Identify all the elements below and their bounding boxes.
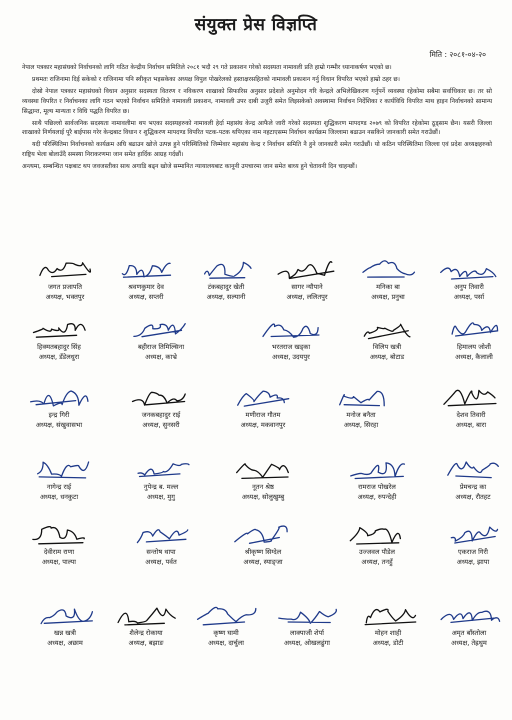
signature-scribble <box>24 521 94 547</box>
document-title: संयुक्त प्रेस विज्ञप्ति <box>194 15 318 35</box>
signatory <box>118 456 204 502</box>
signatory-name: नागेन्द्र राई <box>46 483 72 491</box>
signatory-name: अमृत बाँस्तोला <box>451 629 487 637</box>
signature-scribble <box>126 521 196 547</box>
signature-scribble <box>342 456 412 482</box>
signatory <box>248 316 334 362</box>
signatory-position: अध्यक्ष, सप्तरी <box>128 293 164 301</box>
signatory-name: खन्न खत्री <box>54 629 76 637</box>
signature-scribble <box>24 316 94 342</box>
signatory-name: सागर न्यौपाने <box>291 283 323 291</box>
signatory-name: नुपेन्द्र ब. मल्ल <box>143 483 179 491</box>
signatory-position: अध्यक्ष, धनकुटा <box>39 493 79 501</box>
signatory-position: अध्यक्ष, संखुवासभा <box>35 421 83 429</box>
signature-scribble <box>191 256 261 282</box>
signatory <box>334 521 420 567</box>
signatory-position: अध्यक्ष, सुनसरी <box>142 421 180 429</box>
signatory-name: विलिप खत्री <box>372 343 402 351</box>
signature-scribble <box>438 521 508 547</box>
signature-scribble <box>434 256 504 282</box>
signatory <box>426 602 512 648</box>
signatory-name: श्रीकृष्ण सिग्देल <box>244 548 282 556</box>
signatory <box>430 521 512 567</box>
signatory-position: अध्यक्ष, डँडेलधुरा <box>38 353 80 361</box>
signatory-name: लाक्पाजी शेर्पा <box>290 629 324 637</box>
signatory <box>430 456 512 502</box>
signatory-position: अध्यक्ष, डोटी <box>372 639 404 647</box>
signatory-position: अध्यक्ष, ओखलढुंगा <box>283 639 330 647</box>
signatory-name: अनुप तिवारी <box>454 283 484 291</box>
signatory-position: अध्यक्ष, मकवानपुर <box>240 421 286 429</box>
signatory-position: अध्यक्ष, रौतहट <box>455 493 491 501</box>
signatory-position: अध्यक्ष, भक्तपुर <box>45 293 85 301</box>
document-date: मिति : २०८१-०४-२० <box>429 50 486 59</box>
signatory-name: हिमालय जोशी <box>456 343 492 351</box>
signatory-position: अध्यक्ष, प्रनुचा <box>371 293 405 301</box>
paragraph-second-point: दोस्रो नेपाल पत्रकार महासंघको विधान अनुसार सदस्यता वितरण र नविकरण शाखाको सिफारिस अनुसार प्रदेशले अनुमोदन गरि केन्द्रले अभिलेखिकरण गर्नुपर्ने व्यवस्था रहेकोमा सबैमा सर्वाधिकार छ। तर सो व्यवस्था विपरित र निर्वाचनका लागि गठन भएको निर्वाचन समितिले नामावली प्रकाशन, नामावली उपर दाबी उजुरी समेत लिइसकेको अवस्थामा निर्वाचन निर्देशिका र कार्यविधि विपरित माथ हाइन निर्वाचनको सामान्य सिद्धान्त, मूल्य मान्यता र विधि पद्धति विपरित छ। <box>22 87 492 115</box>
signatory <box>344 316 430 362</box>
signature-scribble <box>353 256 423 282</box>
signatory <box>428 384 512 430</box>
signatory-name: मनिका बा <box>376 283 400 291</box>
signatory <box>220 456 306 502</box>
paragraph-intro: नेपाल पत्रकार महासंघको निर्वाचनको लागि गठित केन्द्रीय निर्वाचन समितिले २०८१ भदौ २९ गते प्रकाशन गरेको सदस्यता नामावली प्रति हाम्रो गम्भीर ध्यानाकर्षण भएको छ। <box>22 64 392 71</box>
signatory-position: अध्यक्ष, उदयपुर <box>272 353 310 361</box>
signature-scribble <box>24 384 94 410</box>
signatory <box>22 602 108 648</box>
signatory-position: अध्यक्ष, मुगु <box>147 493 175 501</box>
signature-scribble <box>352 316 422 342</box>
signatory <box>118 384 204 430</box>
signatory-name: भरतराज खड्का <box>271 343 311 351</box>
signatory-name: मनोज बनैता <box>346 411 376 419</box>
signatory-position: अध्यक्ष, झापा <box>456 558 490 566</box>
signatory-name: देवीराम राणा <box>43 548 75 556</box>
signatory <box>16 521 102 567</box>
signatory <box>103 602 189 648</box>
signatory <box>334 456 420 502</box>
signatory-name: सन्तोष थापा <box>146 548 176 556</box>
signatory-name: मोहन शाही <box>374 629 402 637</box>
signatory <box>264 256 350 302</box>
signature-scribble <box>228 456 298 482</box>
paragraph-closing: अन्त्यमा, सम्बन्धित पक्षबाट थप जवजस्तीका साथ अगाडि बढ्न खोजे सम्मानित न्यायालयबाट कानूनी उपचारमा जान समेत बाध्य हुने चेतावनी दिन चाहन्छौं। <box>22 163 358 171</box>
signature-scribble <box>256 316 326 342</box>
signatory-position: अध्यक्ष, तनहुँ <box>361 558 393 566</box>
signatory <box>183 602 269 648</box>
signatory <box>220 384 306 430</box>
signatory-name: जगत प्रजापति <box>47 283 83 291</box>
signatory-name: देशव तिवारी <box>456 411 486 419</box>
signatory-position: अध्यक्ष, दार्चुला <box>208 639 244 647</box>
signatory <box>118 316 204 362</box>
signatory-name: एकराज गिरी <box>458 548 488 556</box>
signatory <box>426 256 512 302</box>
signatory <box>345 602 431 648</box>
signatory-name: प्रेमचन्द्र का <box>459 483 487 491</box>
signatory-position: अध्यक्ष, ललितपुर <box>286 293 328 301</box>
signature-scribble <box>272 256 342 282</box>
signature-scribble <box>353 602 423 628</box>
signatory-position: अध्यक्ष, बझाङ <box>128 639 164 647</box>
signature-scribble <box>191 602 261 628</box>
signature-scribble <box>342 521 412 547</box>
signatory <box>318 384 404 430</box>
signatory-position: अध्यक्ष, तेह्रथुम <box>451 639 487 647</box>
signatory-position: अध्यक्ष, बारा <box>455 421 487 429</box>
signatory <box>118 521 204 567</box>
signatory <box>345 256 431 302</box>
signatory-name: मणीराज गौतम <box>245 411 281 419</box>
signatory-position: अध्यक्ष, रुपन्देही <box>357 493 397 501</box>
signature-scribble <box>272 602 342 628</box>
signatory-position: अध्यक्ष, अछाम <box>47 639 83 647</box>
signatory-position: अध्यक्ष, सल्यानी <box>206 293 246 301</box>
signatory-name: जनकबहादुर राई <box>141 411 181 419</box>
signatory-position: अध्यक्ष, सिरहा <box>343 421 379 429</box>
signatory-name: श्रवणकुमार देव <box>128 283 164 291</box>
signature-scribble <box>30 256 100 282</box>
signatory <box>16 316 102 362</box>
signature-scribble <box>111 256 181 282</box>
signatory-name: नूतन श्रेष्ठ <box>252 483 274 491</box>
signature-scribble <box>434 602 504 628</box>
paragraph-fourth-point: यदी परिस्थितिमा निर्वाचनको कार्यक्रम अघि बढाउन खोजे उत्पन्न हुने परिस्थितिको जिम्मेवार महासंघ केन्द्र र निर्वाचन समिति नै हुने जानकारी समेत गराउँछौं। यो कठिन परिस्थितिमा जिल्ला एवं प्रदेश अध्यक्षहरुको राष्ट्रिय भेला बोलाउँदै समस्या निराकरणमा जान समेत हार्दिक आग्रह गर्दछौं। <box>22 141 492 159</box>
signatory-name: हिक्मतबहादुर सिंह <box>37 343 81 351</box>
signatory-name: बहीराज तिमिल्सिना <box>137 343 185 351</box>
signatory-position: अध्यक्ष, पाल्पा <box>42 558 76 566</box>
signatory <box>220 521 306 567</box>
signatory-position: अध्यक्ष, पर्वत <box>145 558 177 566</box>
signatory-name: उज्जवल पौडेल <box>359 548 395 556</box>
signatory-name: कृष्ण घामी <box>213 629 239 637</box>
signature-scribble <box>326 384 396 410</box>
signatory-name: रामराज पोखरेल <box>358 483 396 491</box>
signatory-name: शैलेन्द्र रोकाया <box>129 629 163 637</box>
signatory-position: अध्यक्ष, काभ्रे <box>145 353 177 361</box>
signatory-position: अध्यक्ष, स्याङ्जा <box>243 558 283 566</box>
signatory <box>103 256 189 302</box>
signatory <box>264 602 350 648</box>
signature-scribble <box>436 384 506 410</box>
signature-scribble <box>439 316 509 342</box>
signatory <box>16 456 102 502</box>
paragraph-third-point: साथै पछिल्लो सार्वजनिक सदस्यता नामावलीमा थप भएका सदस्यहरुको नामावली हेर्दा महासंघ केन्द्र आफैले जारी गरेको सदस्यता शुद्धिकरण मापदण्ड २०७९ को विपरित रहेकोमा ठूड्साम छैन। यसरी जिल्ला शाखाको निर्णयलाई पूरै बाईपास गरेर केन्द्रबाट विधान र शुद्धिकरण मापदण्ड विपरित पटक-पटक थपिएका नाम नहटाएसम्म निर्वाचन कार्यक्रम जिल्लामा बढाउन नसकिने जानकारी समेत गराउँछौं। <box>22 119 492 137</box>
signature-scribble <box>126 456 196 482</box>
signatory-position: अध्यक्ष, कैलाली <box>455 353 493 361</box>
signature-scribble <box>438 456 508 482</box>
signatory <box>16 384 102 430</box>
signatory-name: टंकबहादुर खेती <box>207 283 245 291</box>
signatory-position: अध्यक्ष, सोलुखुम्बु <box>241 493 285 501</box>
signatory <box>431 316 512 362</box>
paragraph-first-point: प्रथमतः राजिनामा दिई सकेको र राजिनामा पनि स्वीकृत भइसकेका अध्यक्ष विपुल पोखरेलको हस्ताक्षरसहितको नामावली प्रकाशन गर्नु विधान विपरित भएको हाम्रो ठहर छ। <box>32 75 400 83</box>
signature-scribble <box>126 384 196 410</box>
signatory <box>183 256 269 302</box>
signatory-name: इन्द्र गिरी <box>48 411 70 419</box>
signature-scribble <box>111 602 181 628</box>
signature-scribble <box>126 316 196 342</box>
signatory-position: अध्यक्ष, बोटाड <box>369 353 405 361</box>
signature-scribble <box>228 521 298 547</box>
signature-scribble <box>30 602 100 628</box>
signatory-position: अध्यक्ष, पर्सा <box>453 293 485 301</box>
signature-scribble <box>228 384 298 410</box>
signature-scribble <box>24 456 94 482</box>
signatory <box>22 256 108 302</box>
